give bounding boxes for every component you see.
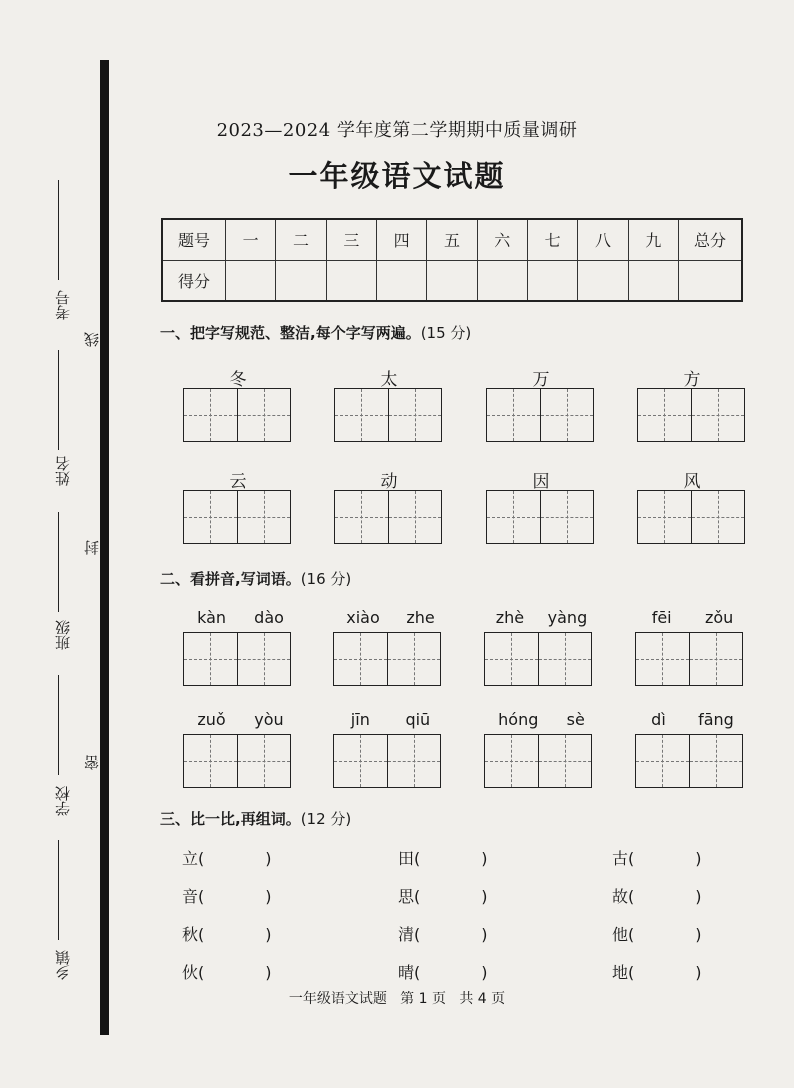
field-line-town bbox=[58, 840, 59, 940]
practice-char: 冬 bbox=[229, 370, 247, 390]
field-label-class: 班级 bbox=[54, 620, 72, 650]
writing-grid[interactable] bbox=[333, 632, 441, 686]
score-header-cell: 八 bbox=[578, 219, 628, 260]
compare-word-item[interactable]: 思( ) bbox=[398, 887, 488, 906]
practice-char: 因 bbox=[532, 472, 550, 492]
compare-word-item[interactable]: 古( ) bbox=[612, 849, 702, 868]
pinyin-syllable: hóng bbox=[498, 710, 539, 729]
section-1-title: 一、把字写规范、整洁,每个字写两遍。 bbox=[160, 324, 421, 342]
pinyin-syllable: yàng bbox=[547, 608, 588, 627]
binding-mark-secret: 密 bbox=[83, 755, 101, 770]
writing-grid[interactable] bbox=[334, 490, 442, 544]
score-cell[interactable] bbox=[578, 260, 628, 301]
pinyin-syllable: fāng bbox=[698, 710, 734, 729]
score-header-cell: 四 bbox=[376, 219, 426, 260]
practice-char: 动 bbox=[380, 472, 398, 492]
pinyin-pair bbox=[484, 608, 599, 627]
section-3-title: 三、比一比,再组词。 bbox=[160, 810, 301, 828]
compare-word-item[interactable]: 田( ) bbox=[398, 849, 488, 868]
pinyin-pair bbox=[183, 710, 298, 729]
score-header-cell: 二 bbox=[276, 219, 326, 260]
score-cell[interactable] bbox=[679, 260, 743, 301]
writing-grid[interactable] bbox=[486, 490, 594, 544]
practice-char: 风 bbox=[683, 472, 701, 492]
pinyin-pair bbox=[333, 608, 448, 627]
field-line-school bbox=[58, 675, 59, 775]
section-3-heading bbox=[160, 808, 351, 829]
pinyin-syllable: qiū bbox=[405, 710, 431, 729]
section-2-title: 二、看拼音,写词语。 bbox=[160, 570, 301, 588]
writing-grid[interactable] bbox=[484, 734, 592, 788]
score-cell[interactable] bbox=[276, 260, 326, 301]
pinyin-syllable: zhe bbox=[406, 608, 435, 627]
practice-char: 太 bbox=[380, 370, 398, 390]
compare-word-item[interactable]: 伙( ) bbox=[182, 963, 272, 982]
writing-grid[interactable] bbox=[637, 490, 745, 544]
score-header-cell: 一 bbox=[226, 219, 276, 260]
pinyin-syllable: zǒu bbox=[704, 608, 734, 627]
exam-title: 一年级语文试题 bbox=[288, 159, 506, 193]
pinyin-pair bbox=[635, 608, 750, 627]
practice-char: 云 bbox=[229, 472, 247, 492]
score-header-cell: 六 bbox=[477, 219, 527, 260]
writing-grid[interactable] bbox=[183, 490, 291, 544]
score-header-cell: 九 bbox=[628, 219, 678, 260]
score-cell[interactable] bbox=[628, 260, 678, 301]
score-row-label: 得分 bbox=[162, 260, 226, 301]
pinyin-syllable: kàn bbox=[197, 608, 227, 627]
writing-grid[interactable] bbox=[183, 632, 291, 686]
compare-word-item[interactable]: 音( ) bbox=[182, 887, 272, 906]
writing-grid[interactable] bbox=[183, 388, 291, 442]
score-header-cell: 七 bbox=[527, 219, 577, 260]
compare-word-item[interactable]: 清( ) bbox=[398, 925, 488, 944]
writing-grid[interactable] bbox=[486, 388, 594, 442]
writing-grid[interactable] bbox=[183, 734, 291, 788]
writing-grid[interactable] bbox=[637, 388, 745, 442]
pinyin-syllable: jīn bbox=[350, 710, 370, 729]
score-cell[interactable] bbox=[326, 260, 376, 301]
binding-mark-seal: 封 bbox=[83, 540, 101, 555]
field-line-exam-number bbox=[58, 180, 59, 280]
compare-word-item[interactable]: 他( ) bbox=[612, 925, 702, 944]
pinyin-syllable: sè bbox=[566, 710, 585, 729]
pinyin-syllable: yòu bbox=[254, 710, 284, 729]
score-cell[interactable] bbox=[477, 260, 527, 301]
score-table bbox=[161, 218, 743, 302]
score-cell[interactable] bbox=[376, 260, 426, 301]
exam-subtitle: 2023—2024 学年度第二学期期中质量调研 bbox=[216, 120, 578, 141]
score-header-cell: 三 bbox=[326, 219, 376, 260]
field-label-school: 学校 bbox=[54, 786, 72, 816]
compare-word-item[interactable]: 故( ) bbox=[612, 887, 702, 906]
writing-grid[interactable] bbox=[635, 734, 743, 788]
writing-grid[interactable] bbox=[484, 632, 592, 686]
pinyin-syllable: dào bbox=[254, 608, 284, 627]
section-1-heading bbox=[160, 322, 471, 343]
binding-mark-line: 线 bbox=[83, 332, 101, 347]
pinyin-pair bbox=[333, 710, 448, 729]
score-cell[interactable] bbox=[527, 260, 577, 301]
pinyin-pair bbox=[635, 710, 750, 729]
pinyin-syllable: zuǒ bbox=[197, 710, 226, 729]
section-1-points: (15 分) bbox=[420, 324, 472, 342]
field-line-name bbox=[58, 350, 59, 450]
score-header-cell: 五 bbox=[427, 219, 477, 260]
compare-word-item[interactable]: 地( ) bbox=[612, 963, 702, 982]
score-header-cell: 总分 bbox=[679, 219, 743, 260]
section-2-heading bbox=[160, 568, 351, 589]
pinyin-syllable: fēi bbox=[651, 608, 672, 627]
pinyin-pair bbox=[183, 608, 298, 627]
page-footer: 一年级语文试题 第 1 页 共 4 页 bbox=[288, 991, 506, 1007]
score-cell[interactable] bbox=[226, 260, 276, 301]
practice-char: 万 bbox=[532, 370, 550, 390]
writing-grid[interactable] bbox=[635, 632, 743, 686]
field-label-exam-number: 考号 bbox=[54, 290, 72, 320]
field-line-class bbox=[58, 512, 59, 612]
compare-word-item[interactable]: 晴( ) bbox=[398, 963, 488, 982]
writing-grid[interactable] bbox=[334, 388, 442, 442]
pinyin-pair bbox=[484, 710, 599, 729]
pinyin-syllable: zhè bbox=[495, 608, 525, 627]
score-table-header-row bbox=[162, 219, 742, 260]
compare-word-item[interactable]: 立( ) bbox=[182, 849, 272, 868]
score-cell[interactable] bbox=[427, 260, 477, 301]
compare-word-item[interactable]: 秋( ) bbox=[182, 925, 272, 944]
pinyin-syllable: xiào bbox=[346, 608, 380, 627]
section-2-points: (16 分) bbox=[300, 570, 352, 588]
writing-grid[interactable] bbox=[333, 734, 441, 788]
section-3-points: (12 分) bbox=[300, 810, 352, 828]
pinyin-syllable: dì bbox=[651, 710, 666, 729]
score-header-cell: 题号 bbox=[162, 219, 226, 260]
score-table-score-row bbox=[162, 260, 742, 301]
practice-char: 方 bbox=[683, 370, 701, 390]
field-label-name: 姓名 bbox=[54, 456, 72, 486]
field-label-town: 乡镇 bbox=[54, 950, 72, 980]
